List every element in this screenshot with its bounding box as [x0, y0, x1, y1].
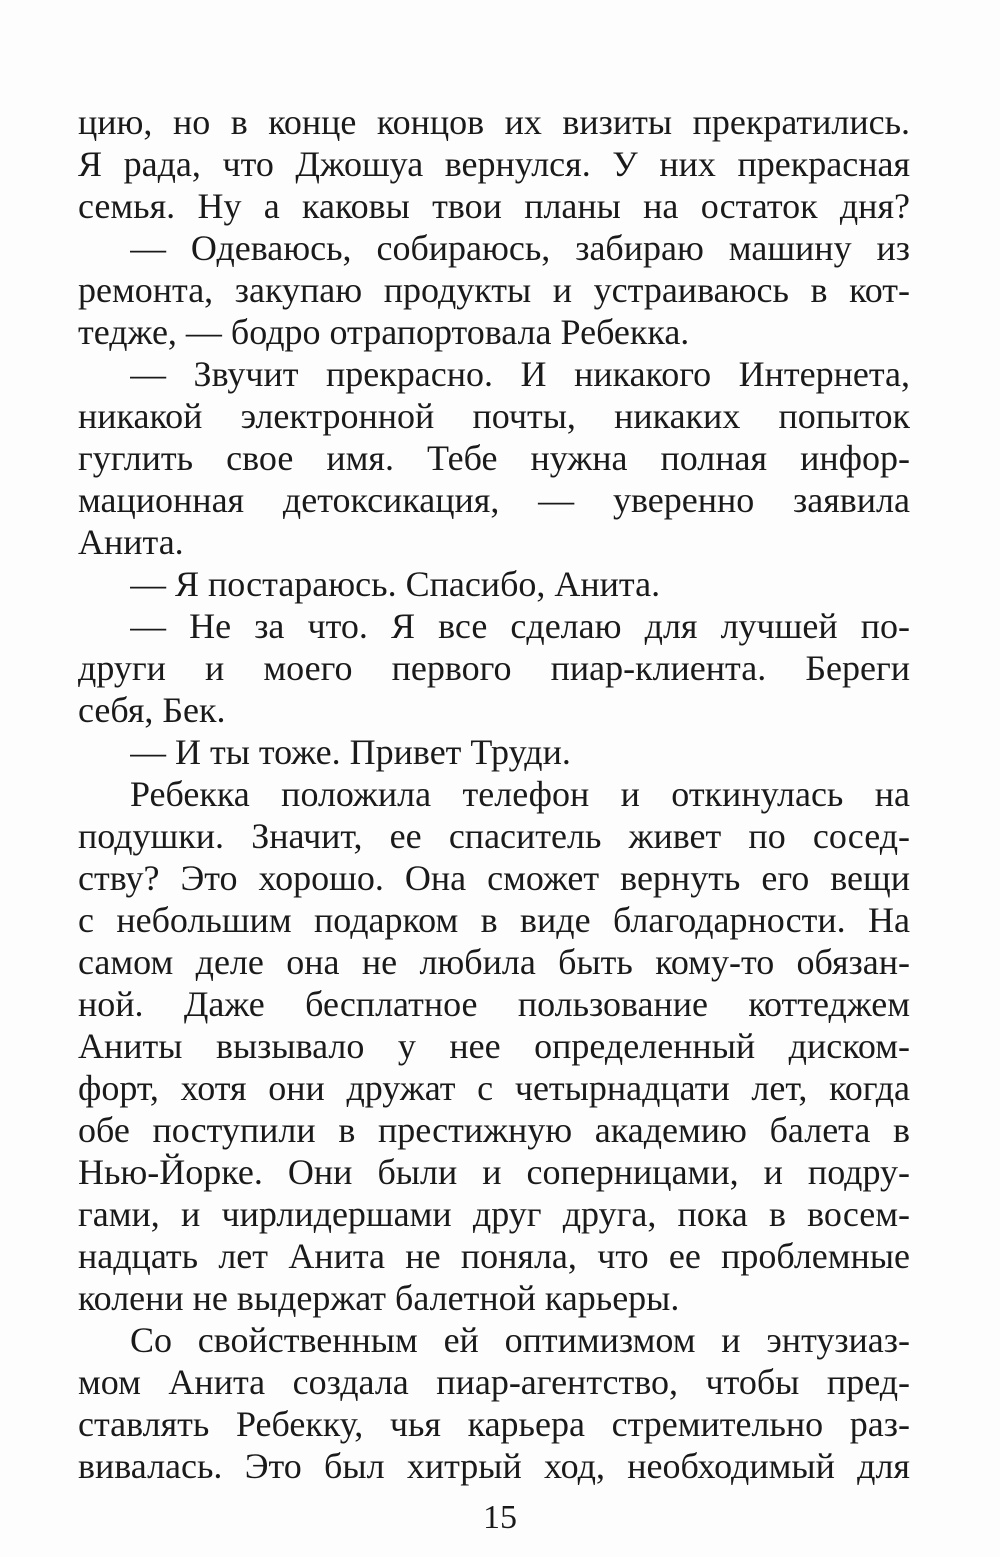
text-line: надцать лет Анита не поняла, что ее проблемные — [78, 1236, 910, 1276]
text-line: Я рада, что Джошуа вернулся. У них прекрасная — [78, 144, 910, 184]
text-line: мационная детоксикация, — уверенно заявила — [78, 480, 910, 520]
text-line: Нью-Йорке. Они были и соперницами, и подру- — [78, 1152, 910, 1192]
text-line: гами, и чирлидершами друг друга, пока в восем- — [78, 1194, 910, 1234]
text-line: подушки. Значит, ее спаситель живет по сосед- — [78, 816, 910, 856]
text-line: други и моего первого пиар-клиента. Береги — [78, 648, 910, 688]
text-line: колени не выдержат балетной карьеры. — [78, 1278, 680, 1318]
text-line: самом деле она не любила быть кому-то обязан- — [78, 942, 910, 982]
text-line: мом Анита создала пиар-агентство, чтобы пред- — [78, 1362, 910, 1402]
text-line: Ребекка положила телефон и откинулась на — [130, 774, 910, 814]
text-line: семья. Ну а каковы твои планы на остаток дня? — [78, 186, 910, 226]
text-line: никакой электронной почты, никаких попыток — [78, 396, 910, 436]
text-line: — Звучит прекрасно. И никакого Интернета, — [130, 354, 910, 394]
text-line: тедже, — бодро отрапортовала Ребекка. — [78, 312, 690, 352]
page-number: 15 — [483, 1499, 517, 1536]
text-line: цию, но в конце концов их визиты прекратились. — [78, 102, 910, 142]
text-line: — Одеваюсь, собираюсь, забираю машину из — [130, 228, 910, 268]
text-line: — Не за что. Я все сделаю для лучшей по- — [130, 606, 910, 646]
text-line: вивалась. Это был хитрый ход, необходимый для — [78, 1446, 910, 1486]
text-line: — Я постараюсь. Спасибо, Анита. — [130, 564, 661, 604]
text-line: Анита. — [78, 522, 184, 562]
text-line: себя, Бек. — [78, 690, 226, 730]
text-line: обе поступили в престижную академию балета в — [78, 1110, 910, 1150]
text-line: ремонта, закупаю продукты и устраиваюсь в кот- — [78, 270, 910, 310]
text-line: — И ты тоже. Привет Труди. — [130, 732, 571, 772]
text-line: с небольшим подарком в виде благодарности. На — [78, 900, 910, 940]
text-line: Аниты вызывало у нее определенный диском- — [78, 1026, 910, 1066]
text-line: ству? Это хорошо. Она сможет вернуть его вещи — [78, 858, 910, 898]
text-line: форт, хотя они дружат с четырнадцати лет, когда — [78, 1068, 910, 1108]
text-line: ной. Даже бесплатное пользование коттеджем — [78, 984, 910, 1024]
text-line: гуглить свое имя. Тебе нужна полная инфор- — [78, 438, 910, 478]
text-line: ставлять Ребекку, чья карьера стремительно раз- — [78, 1404, 910, 1444]
text-line: Со свойственным ей оптимизмом и энтузиаз- — [130, 1320, 910, 1360]
